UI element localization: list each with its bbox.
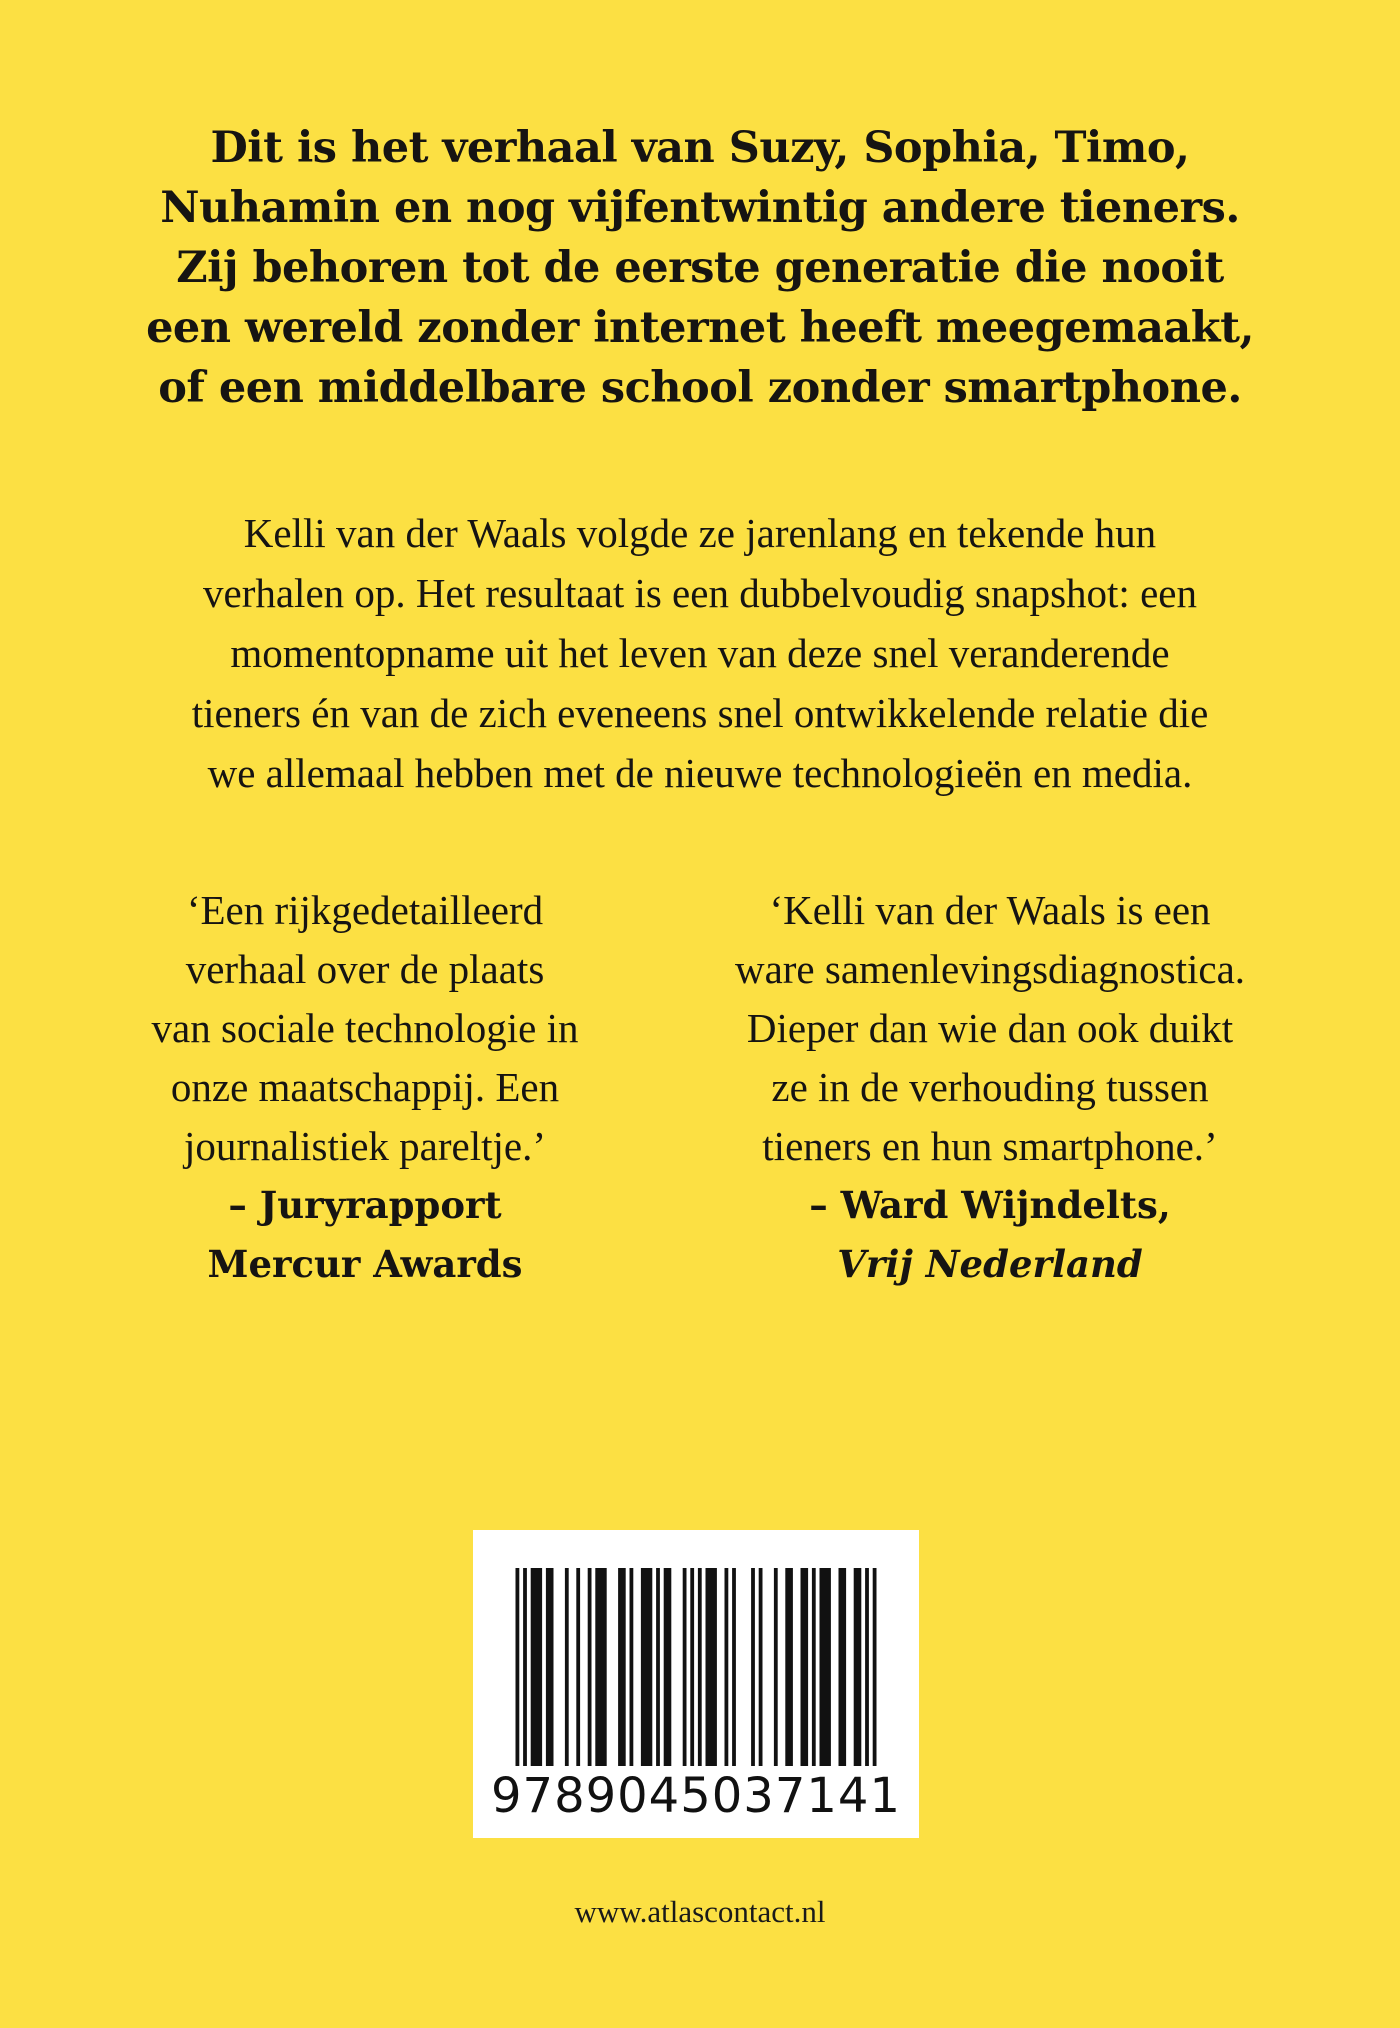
quote-line: ze in de verhouding tussen [771,1064,1209,1110]
quote-source: Mercur Awards [207,1242,523,1286]
barcode-bar [595,1568,606,1766]
barcode-bars [473,1530,919,1770]
barcode-bar [588,1568,592,1766]
headline [120,118,1280,418]
barcode-bar [690,1568,694,1766]
headline-line: een wereld zonder internet heeft meegemaakt, [146,303,1254,353]
barcode-bar [854,1568,862,1766]
intro-line: Kelli van der Waals volgde ze jarenlang en tekende hun [243,510,1157,556]
barcode-bar [641,1568,652,1766]
barcode-bar [812,1568,816,1766]
quote-line: ‘Kelli van der Waals is een [769,887,1211,933]
quote-line: ware samenlevingsdiagnostica. [734,946,1246,992]
intro-line: tieners én van de zich eveneens snel ontwikkelende relatie die [191,690,1209,736]
barcode-bar [785,1568,793,1766]
barcode-bar [618,1568,626,1766]
quote-line: van sociale technologie in [151,1005,579,1051]
quote-line: Dieper dan wie dan ook duikt [746,1005,1234,1051]
barcode-bar [516,1568,520,1766]
quote-attribution: – Juryrapport [228,1183,502,1227]
intro-line: momentopname uit het leven van deze snel veranderende [230,630,1170,676]
quote-line: verhaal over de plaats [185,946,545,992]
barcode-bar [751,1568,755,1766]
headline-line: Nuhamin en nog vijfentwintig andere tieners. [160,183,1240,233]
quote-line: journalistiek pareltje.’ [183,1123,547,1169]
quote-line: onze maatschappij. Een [170,1064,560,1110]
isbn-barcode [473,1530,919,1838]
barcode-bar [523,1568,527,1766]
barcode-bar [683,1568,687,1766]
publisher-website: www.atlascontact.nl [574,1894,826,1929]
barcode-bar [656,1568,660,1766]
intro-line: we allemaal hebben met de nieuwe technologieën en media. [207,750,1193,796]
barcode-bar [698,1568,702,1766]
quote-left [110,881,620,1294]
quote-line: tieners en hun smartphone.’ [762,1123,1218,1169]
barcode-bar [839,1568,847,1766]
intro-line: verhalen op. Het resultaat is een dubbelvoudig snapshot: een [203,570,1197,616]
barcode-bar [820,1568,831,1766]
headline-line: Zij behoren tot de eerste generatie die nooit [176,243,1224,293]
quote-right [700,881,1280,1294]
barcode-bar [873,1568,877,1766]
barcode-bar [725,1568,729,1766]
quote-line: ‘Een rijkgedetailleerd [186,887,544,933]
barcode-bar [531,1568,542,1766]
headline-line: of een middelbare school zonder smartphone. [158,363,1242,413]
headline-line: Dit is het verhaal van Suzy, Sophia, Timo, [210,123,1190,173]
isbn-number: 9789045037141 [490,1768,901,1824]
quote-source [700,1235,1280,1294]
barcode-bar [865,1568,869,1766]
barcode-bar [565,1568,569,1766]
barcode-bar [759,1568,763,1766]
barcode-bar [546,1568,554,1766]
barcode-bar [732,1568,736,1766]
barcode-bar [706,1568,717,1766]
barcode-bar [576,1568,580,1766]
barcode-bar [801,1568,809,1766]
barcode-bar [664,1568,672,1766]
publication-name: Vrij Nederland [837,1242,1143,1286]
quote-attribution: – Ward Wijndelts, [809,1183,1171,1227]
barcode-bar [774,1568,778,1766]
barcode-bar [630,1568,634,1766]
intro-paragraph [120,503,1280,803]
